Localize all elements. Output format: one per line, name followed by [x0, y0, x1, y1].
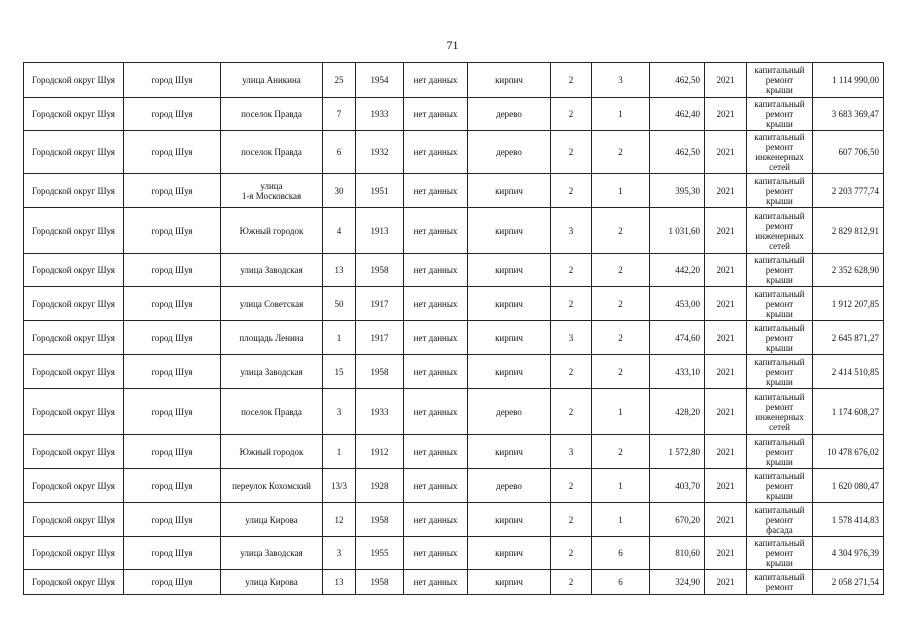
work-type-cell: капитальный ремонт: [747, 570, 813, 595]
area-cell: 1 572,80: [650, 435, 705, 469]
entrances-cell: 2: [592, 287, 650, 321]
street-cell: поселок Правда: [221, 98, 323, 131]
cost-cell: 2 058 271,54: [813, 570, 884, 595]
municipality-cell: Городской округ Шуя: [24, 174, 124, 208]
settlement-cell: город Шуя: [124, 321, 221, 355]
table-row: [24, 98, 884, 131]
street-cell: улица 1-я Московская: [221, 174, 323, 208]
house-number-cell: 13: [323, 570, 356, 595]
area-cell: 462,40: [650, 98, 705, 131]
table-row: [24, 469, 884, 503]
build-year-cell: 1913: [356, 208, 404, 254]
floors-cell: 2: [551, 131, 592, 174]
wall-material-cell: кирпич: [468, 287, 551, 321]
street-cell: Южный городок: [221, 435, 323, 469]
table-body: [24, 63, 884, 595]
floors-cell: 2: [551, 254, 592, 287]
wall-material-cell: кирпич: [468, 63, 551, 98]
cost-cell: 2 829 812,91: [813, 208, 884, 254]
floors-cell: 2: [551, 98, 592, 131]
cost-cell: 4 304 976,39: [813, 537, 884, 570]
floors-cell: 2: [551, 503, 592, 537]
work-type-cell: капитальный ремонт инженерных сетей: [747, 208, 813, 254]
area-cell: 1 031,60: [650, 208, 705, 254]
house-number-cell: 30: [323, 174, 356, 208]
house-number-cell: 50: [323, 287, 356, 321]
house-number-cell: 25: [323, 63, 356, 98]
entrances-cell: 3: [592, 63, 650, 98]
table-row: [24, 537, 884, 570]
settlement-cell: город Шуя: [124, 355, 221, 389]
cost-cell: 1 912 207,85: [813, 287, 884, 321]
work-type-cell: капитальный ремонт крыши: [747, 537, 813, 570]
table-row: [24, 254, 884, 287]
area-cell: 810,60: [650, 537, 705, 570]
last-overhaul-cell: нет данных: [404, 355, 468, 389]
work-type-cell: капитальный ремонт крыши: [747, 254, 813, 287]
work-type-cell: капитальный ремонт крыши: [747, 63, 813, 98]
municipality-cell: Городской округ Шуя: [24, 287, 124, 321]
wall-material-cell: дерево: [468, 131, 551, 174]
settlement-cell: город Шуя: [124, 208, 221, 254]
build-year-cell: 1951: [356, 174, 404, 208]
area-cell: 428,20: [650, 389, 705, 435]
plan-year-cell: 2021: [705, 287, 747, 321]
area-cell: 324,90: [650, 570, 705, 595]
municipality-cell: Городской округ Шуя: [24, 321, 124, 355]
street-cell: улица Кирова: [221, 570, 323, 595]
street-cell: поселок Правда: [221, 389, 323, 435]
entrances-cell: 2: [592, 208, 650, 254]
house-number-cell: 1: [323, 321, 356, 355]
wall-material-cell: кирпич: [468, 355, 551, 389]
plan-year-cell: 2021: [705, 98, 747, 131]
plan-year-cell: 2021: [705, 174, 747, 208]
build-year-cell: 1917: [356, 321, 404, 355]
wall-material-cell: кирпич: [468, 208, 551, 254]
cost-cell: 10 478 676,02: [813, 435, 884, 469]
last-overhaul-cell: нет данных: [404, 435, 468, 469]
plan-year-cell: 2021: [705, 503, 747, 537]
plan-year-cell: 2021: [705, 321, 747, 355]
settlement-cell: город Шуя: [124, 389, 221, 435]
work-type-cell: капитальный ремонт крыши: [747, 174, 813, 208]
last-overhaul-cell: нет данных: [404, 254, 468, 287]
municipality-cell: Городской округ Шуя: [24, 208, 124, 254]
work-type-cell: капитальный ремонт крыши: [747, 321, 813, 355]
floors-cell: 2: [551, 570, 592, 595]
last-overhaul-cell: нет данных: [404, 503, 468, 537]
house-number-cell: 15: [323, 355, 356, 389]
floors-cell: 2: [551, 537, 592, 570]
wall-material-cell: кирпич: [468, 435, 551, 469]
house-number-cell: 4: [323, 208, 356, 254]
last-overhaul-cell: нет данных: [404, 287, 468, 321]
last-overhaul-cell: нет данных: [404, 469, 468, 503]
area-cell: 453,00: [650, 287, 705, 321]
entrances-cell: 2: [592, 131, 650, 174]
work-type-cell: капитальный ремонт крыши: [747, 469, 813, 503]
entrances-cell: 6: [592, 570, 650, 595]
cost-cell: 2 352 628,90: [813, 254, 884, 287]
floors-cell: 2: [551, 389, 592, 435]
table-row: [24, 321, 884, 355]
area-cell: 433,10: [650, 355, 705, 389]
plan-year-cell: 2021: [705, 469, 747, 503]
municipality-cell: Городской округ Шуя: [24, 63, 124, 98]
area-cell: 442,20: [650, 254, 705, 287]
entrances-cell: 1: [592, 389, 650, 435]
build-year-cell: 1955: [356, 537, 404, 570]
build-year-cell: 1954: [356, 63, 404, 98]
work-type-cell: капитальный ремонт инженерных сетей: [747, 131, 813, 174]
table-row: [24, 503, 884, 537]
floors-cell: 2: [551, 287, 592, 321]
entrances-cell: 1: [592, 98, 650, 131]
area-cell: 403,70: [650, 469, 705, 503]
plan-year-cell: 2021: [705, 389, 747, 435]
table-row: [24, 131, 884, 174]
entrances-cell: 2: [592, 254, 650, 287]
plan-year-cell: 2021: [705, 355, 747, 389]
entrances-cell: 1: [592, 174, 650, 208]
street-cell: улица Советская: [221, 287, 323, 321]
plan-year-cell: 2021: [705, 208, 747, 254]
last-overhaul-cell: нет данных: [404, 131, 468, 174]
work-type-cell: капитальный ремонт крыши: [747, 287, 813, 321]
municipality-cell: Городской округ Шуя: [24, 98, 124, 131]
settlement-cell: город Шуя: [124, 254, 221, 287]
street-cell: улица Аникина: [221, 63, 323, 98]
plan-year-cell: 2021: [705, 63, 747, 98]
table-row: [24, 570, 884, 595]
municipality-cell: Городской округ Шуя: [24, 435, 124, 469]
build-year-cell: 1958: [356, 254, 404, 287]
entrances-cell: 6: [592, 537, 650, 570]
municipality-cell: Городской округ Шуя: [24, 355, 124, 389]
wall-material-cell: дерево: [468, 389, 551, 435]
municipality-cell: Городской округ Шуя: [24, 254, 124, 287]
house-number-cell: 3: [323, 389, 356, 435]
area-cell: 395,30: [650, 174, 705, 208]
table-row: [24, 435, 884, 469]
wall-material-cell: кирпич: [468, 321, 551, 355]
street-cell: Южный городок: [221, 208, 323, 254]
table-row: [24, 355, 884, 389]
house-number-cell: 6: [323, 131, 356, 174]
settlement-cell: город Шуя: [124, 287, 221, 321]
last-overhaul-cell: нет данных: [404, 389, 468, 435]
cost-cell: 1 620 080,47: [813, 469, 884, 503]
cost-cell: 3 683 369,47: [813, 98, 884, 131]
floors-cell: 3: [551, 208, 592, 254]
settlement-cell: город Шуя: [124, 131, 221, 174]
work-type-cell: капитальный ремонт крыши: [747, 355, 813, 389]
build-year-cell: 1928: [356, 469, 404, 503]
plan-year-cell: 2021: [705, 254, 747, 287]
cost-cell: 2 203 777,74: [813, 174, 884, 208]
street-cell: улица Заводская: [221, 355, 323, 389]
table-row: [24, 208, 884, 254]
wall-material-cell: кирпич: [468, 570, 551, 595]
settlement-cell: город Шуя: [124, 469, 221, 503]
house-number-cell: 12: [323, 503, 356, 537]
settlement-cell: город Шуя: [124, 98, 221, 131]
house-number-cell: 3: [323, 537, 356, 570]
build-year-cell: 1958: [356, 503, 404, 537]
house-number-cell: 1: [323, 435, 356, 469]
table-row: [24, 174, 884, 208]
street-cell: поселок Правда: [221, 131, 323, 174]
area-cell: 462,50: [650, 63, 705, 98]
cost-cell: 2 414 510,85: [813, 355, 884, 389]
house-number-cell: 13: [323, 254, 356, 287]
municipality-cell: Городской округ Шуя: [24, 469, 124, 503]
area-cell: 474,60: [650, 321, 705, 355]
build-year-cell: 1933: [356, 98, 404, 131]
street-cell: переулок Кохомский: [221, 469, 323, 503]
last-overhaul-cell: нет данных: [404, 537, 468, 570]
table-row: [24, 389, 884, 435]
last-overhaul-cell: нет данных: [404, 570, 468, 595]
wall-material-cell: дерево: [468, 98, 551, 131]
plan-year-cell: 2021: [705, 537, 747, 570]
plan-year-cell: 2021: [705, 131, 747, 174]
last-overhaul-cell: нет данных: [404, 98, 468, 131]
cost-cell: 607 706,50: [813, 131, 884, 174]
build-year-cell: 1933: [356, 389, 404, 435]
table-row: [24, 63, 884, 98]
plan-year-cell: 2021: [705, 435, 747, 469]
municipality-cell: Городской округ Шуя: [24, 389, 124, 435]
floors-cell: 3: [551, 321, 592, 355]
floors-cell: 2: [551, 469, 592, 503]
settlement-cell: город Шуя: [124, 174, 221, 208]
page-number: 71: [446, 38, 459, 52]
last-overhaul-cell: нет данных: [404, 63, 468, 98]
housing-repair-table: [23, 62, 884, 595]
area-cell: 670,20: [650, 503, 705, 537]
work-type-cell: капитальный ремонт крыши: [747, 435, 813, 469]
wall-material-cell: кирпич: [468, 254, 551, 287]
floors-cell: 2: [551, 174, 592, 208]
floors-cell: 2: [551, 355, 592, 389]
last-overhaul-cell: нет данных: [404, 321, 468, 355]
municipality-cell: Городской округ Шуя: [24, 537, 124, 570]
build-year-cell: 1932: [356, 131, 404, 174]
municipality-cell: Городской округ Шуя: [24, 503, 124, 537]
street-cell: улица Заводская: [221, 537, 323, 570]
municipality-cell: Городской округ Шуя: [24, 570, 124, 595]
floors-cell: 3: [551, 435, 592, 469]
settlement-cell: город Шуя: [124, 537, 221, 570]
wall-material-cell: кирпич: [468, 503, 551, 537]
settlement-cell: город Шуя: [124, 63, 221, 98]
municipality-cell: Городской округ Шуя: [24, 131, 124, 174]
plan-year-cell: 2021: [705, 570, 747, 595]
entrances-cell: 1: [592, 469, 650, 503]
area-cell: 462,50: [650, 131, 705, 174]
house-number-cell: 7: [323, 98, 356, 131]
floors-cell: 2: [551, 63, 592, 98]
settlement-cell: город Шуя: [124, 435, 221, 469]
entrances-cell: 2: [592, 435, 650, 469]
cost-cell: 1 578 414,83: [813, 503, 884, 537]
table-row: [24, 287, 884, 321]
settlement-cell: город Шуя: [124, 503, 221, 537]
build-year-cell: 1917: [356, 287, 404, 321]
wall-material-cell: кирпич: [468, 174, 551, 208]
work-type-cell: капитальный ремонт крыши: [747, 98, 813, 131]
build-year-cell: 1958: [356, 355, 404, 389]
street-cell: улица Кирова: [221, 503, 323, 537]
last-overhaul-cell: нет данных: [404, 174, 468, 208]
cost-cell: 1 174 608,27: [813, 389, 884, 435]
street-cell: улица Заводская: [221, 254, 323, 287]
cost-cell: 1 114 990,00: [813, 63, 884, 98]
cost-cell: 2 645 871,27: [813, 321, 884, 355]
entrances-cell: 2: [592, 321, 650, 355]
wall-material-cell: дерево: [468, 469, 551, 503]
entrances-cell: 2: [592, 355, 650, 389]
wall-material-cell: кирпич: [468, 537, 551, 570]
street-cell: площадь Ленина: [221, 321, 323, 355]
work-type-cell: капитальный ремонт инженерных сетей: [747, 389, 813, 435]
last-overhaul-cell: нет данных: [404, 208, 468, 254]
settlement-cell: город Шуя: [124, 570, 221, 595]
build-year-cell: 1912: [356, 435, 404, 469]
build-year-cell: 1958: [356, 570, 404, 595]
work-type-cell: капитальный ремонт фасада: [747, 503, 813, 537]
house-number-cell: 13/3: [323, 469, 356, 503]
entrances-cell: 1: [592, 503, 650, 537]
